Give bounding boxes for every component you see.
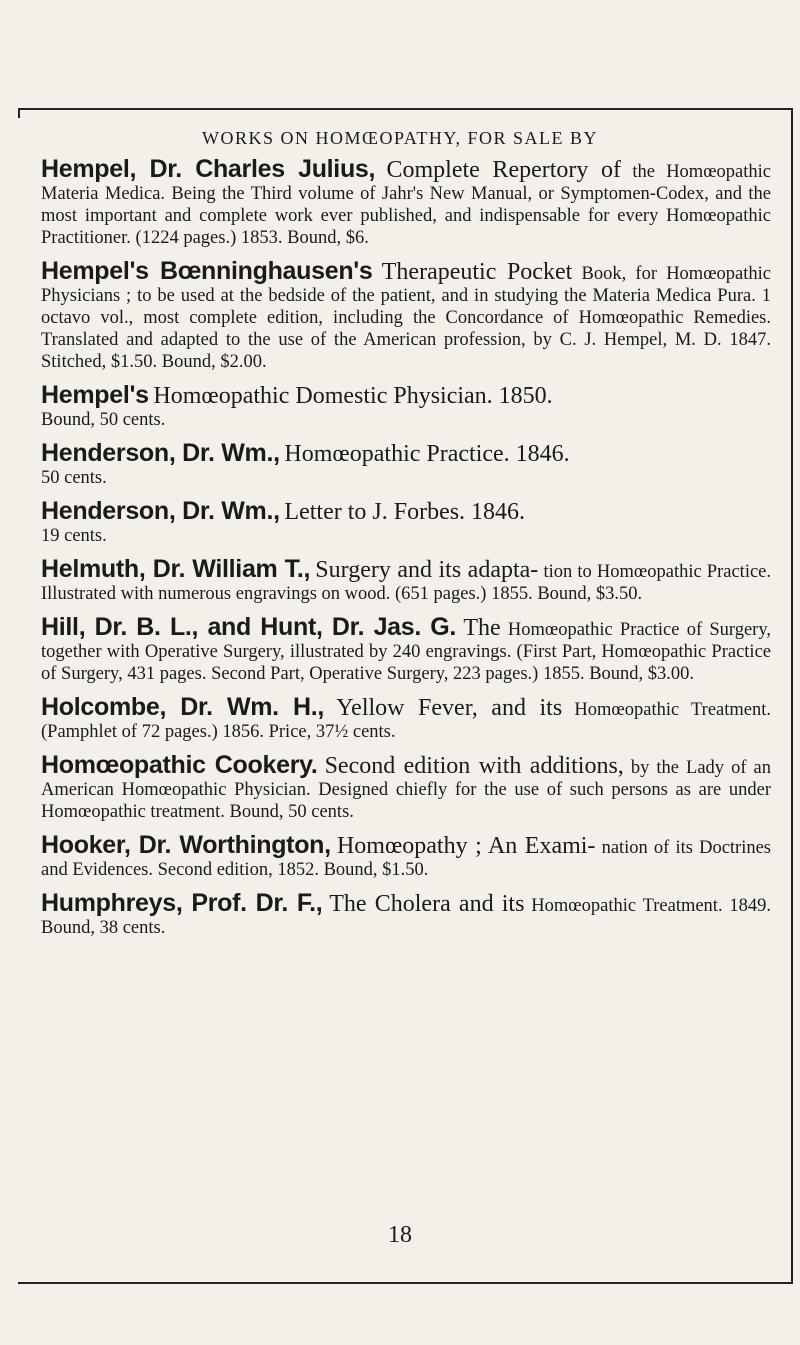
entry-lead: Letter to J. Forbes. 1846.	[284, 499, 526, 525]
catalog-entry	[41, 693, 772, 743]
entry-author: Hempel's Bœnninghausen's	[41, 257, 373, 285]
entry-author: Humphreys, Prof. Dr. F.,	[41, 889, 323, 917]
entry-lead: The Cholera and its	[329, 891, 525, 917]
entry-lead: Homœopathy ; An Exami-	[336, 833, 596, 859]
frame-left-tick	[18, 108, 20, 118]
frame-right-rule	[791, 108, 793, 1283]
catalog-entry	[41, 613, 772, 685]
catalog-entry	[41, 751, 771, 823]
entry-author: Hill, Dr. B. L., and Hunt, Dr. Jas. G.	[41, 613, 457, 641]
entry-author: Helmuth, Dr. William T.,	[41, 555, 311, 583]
entry-text: Homœopathic Practice of Surgery, together with Operative Surgery, illustrated by 240 engravings. (First Part, Homœopathic Practice of Surgery, 431 pages. Second Part, Operative Surgery, 223 pages.) 1855. Bound, $3.00.	[41, 620, 772, 684]
entry-text: Homœopathic Treatment. 1849. Bound, 38 cents.	[41, 896, 772, 938]
catalog-entry	[41, 555, 772, 605]
entry-lead: Homœopathic Practice. 1846.	[284, 441, 570, 467]
entry-author: Henderson, Dr. Wm.,	[41, 497, 280, 525]
entry-author: Hempel, Dr. Charles Julius,	[41, 155, 376, 183]
entry-text: 50 cents.	[41, 468, 107, 488]
entry-author: Hooker, Dr. Worthington,	[41, 831, 331, 859]
catalog-entry	[41, 889, 772, 939]
catalog-entries	[41, 155, 772, 950]
page-number: 18	[388, 1222, 412, 1248]
catalog-entry	[41, 439, 771, 489]
entry-author: Henderson, Dr. Wm.,	[41, 439, 280, 467]
entry-lead: Yellow Fever, and its	[336, 695, 563, 721]
entry-text: Book, for Homœopathic Physicians ; to be used at the bedside of the patient, and in studying the Materia Medica Pura. 1 octavo vol., most complete edition, including the Concordance of Homœopathic Remedies. Translated and adapted to the use of the American profession, by C. J. Hempel, M. D. 1847. Stitched, $1.50. Bound, $2.00.	[41, 264, 772, 372]
page-header: WORKS ON HOMŒOPATHY, FOR SALE BY	[201, 128, 599, 148]
catalog-entry	[41, 155, 772, 249]
catalog-entry	[41, 831, 772, 881]
entry-text: 19 cents.	[41, 526, 107, 546]
catalog-entry	[41, 257, 772, 373]
entry-text: nation of its Doctrines and Evidences. Second edition, 1852. Bound, $1.50.	[41, 838, 772, 880]
entry-text: tion to Homœopathic Practice. Illustrated with numerous engravings on wood. (651 pages.) 1855. Bound, $3.50.	[41, 562, 772, 604]
frame-top-rule	[18, 108, 793, 110]
entry-lead: Therapeutic Pocket	[381, 259, 573, 285]
frame-bottom-rule	[18, 1282, 793, 1284]
entry-lead: The	[463, 615, 501, 641]
entry-author: Hempel's	[41, 381, 149, 409]
entry-text: Bound, 50 cents.	[41, 410, 166, 430]
entry-author: Homœopathic Cookery.	[41, 751, 318, 779]
catalog-entry	[41, 497, 771, 547]
entry-lead: Second edition with additions,	[324, 753, 624, 779]
entry-author: Holcombe, Dr. Wm. H.,	[41, 693, 325, 721]
catalog-entry	[41, 381, 771, 431]
entry-lead: Complete Repertory of	[386, 157, 622, 183]
entry-text: the Homœopathic Materia Medica. Being the Third volume of Jahr's New Manual, or Symptomen-Codex, and the most important and complete work ever published, and indispensable for every Homœopathic Practitioner. (1224 pages.) 1853. Bound, $6.	[41, 162, 772, 248]
entry-text: Homœopathic Treatment. (Pamphlet of 72 pages.) 1856. Price, 37½ cents.	[41, 700, 772, 742]
entry-text: by the Lady of an American Homœopathic Physician. Designed chiefly for the use of such persons as are under Homœopathic treatment. Bound, 50 cents.	[41, 758, 771, 822]
entry-lead: Surgery and its adapta-	[315, 557, 539, 583]
entry-lead: Homœopathic Domestic Physician. 1850.	[153, 383, 553, 409]
